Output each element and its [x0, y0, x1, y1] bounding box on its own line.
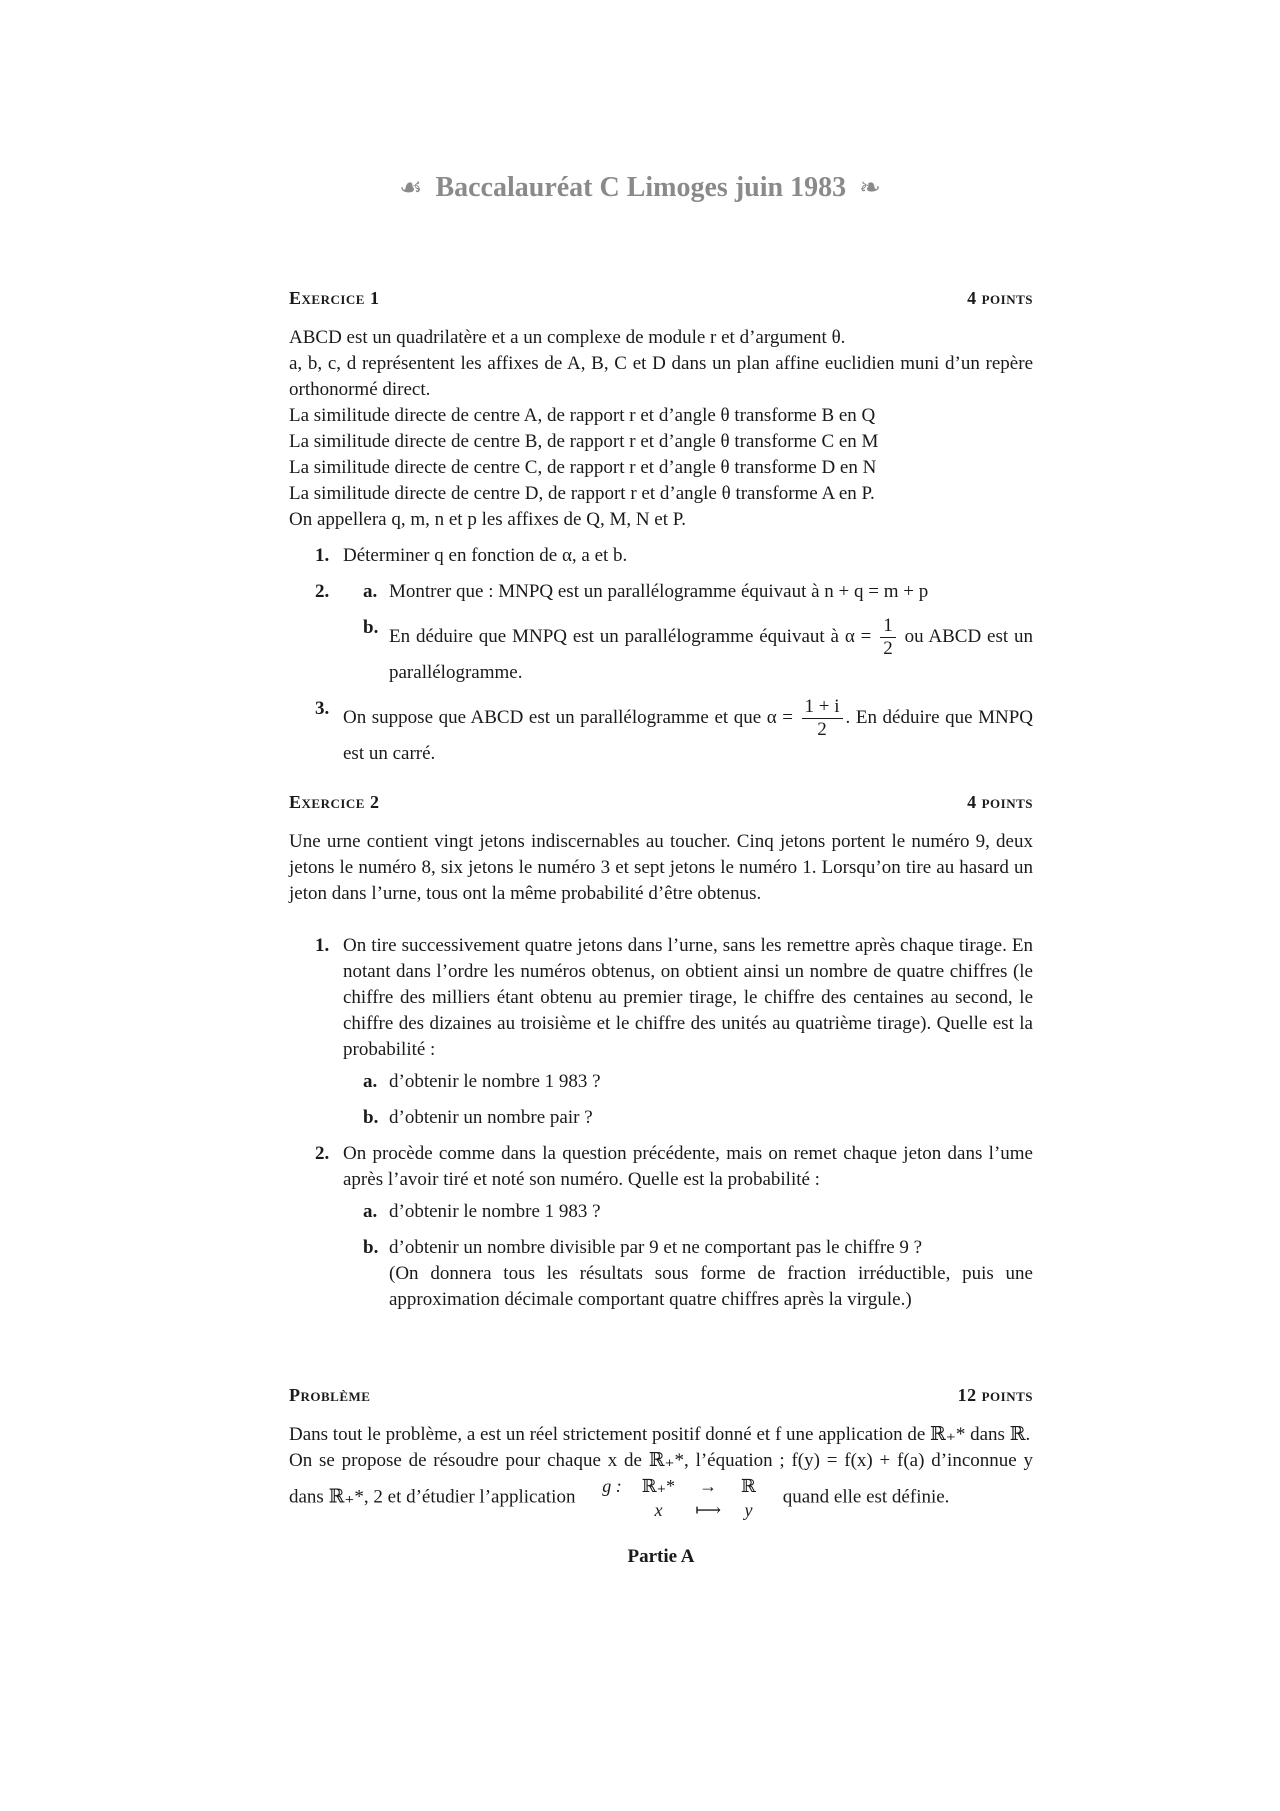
question-text-pre: On suppose que ABCD est un parallélogramme et que α = — [343, 706, 793, 728]
exercise-2-points: 4 points — [967, 792, 1033, 812]
question-text: On tire successivement quatre jetons dans l’urne, sans les remettre après chaque tirage. En notant dans l’ordre les numéros obtenus, on obtient ainsi un nombre de quatre chiffres (le chiffre des milliers étant obtenu au premier tirage, le chiffre des centaines au second, le chiffre des dizaines au troisième et le chiffre des unités au quatrième tirage). Quelle est la probabilité : — [343, 935, 1033, 1060]
map-spacer — [592, 1498, 632, 1522]
question-1b — [343, 1105, 1033, 1131]
right-ornament-icon: ❧ — [859, 173, 881, 202]
part-text: d’obtenir le nombre 1 983 ? — [389, 1201, 601, 1222]
map-mapsto-icon: ⟼ — [695, 1500, 721, 1520]
fraction-denominator: 2 — [817, 719, 827, 740]
map-y: y — [744, 1500, 753, 1520]
question-text-post: . En déduire que MNPQ est un carré. — [343, 706, 1033, 764]
exercise-2-intro: Une urne contient vingt jetons indiscernables au toucher. Cinq jetons portent le numéro 9, deux jetons le numéro 8, six jetons le numéro 3 et sept jetons le numéro 1. Lorsqu’on tire au hasard un jeton dans l’urne, tous ont la même probabilité d’être obtenus. — [289, 831, 1033, 904]
question-1a — [343, 1069, 1033, 1095]
exercise-2-header — [289, 792, 1033, 813]
fraction-denominator: 2 — [883, 638, 893, 659]
part-letter: a. — [363, 1071, 378, 1092]
problem — [289, 1385, 1033, 1568]
exercise-2-heading: Exercice 2 — [289, 792, 380, 812]
problem-paragraph-2 — [289, 1448, 1033, 1522]
part-letter: b. — [363, 1107, 379, 1128]
question-2a — [343, 579, 1033, 605]
question-1-parts — [289, 1069, 1033, 1131]
intro-line: La similitude directe de centre C, de rapport r et d’angle θ transforme D en N — [289, 457, 877, 478]
part-note: (On donnera tous les résultats sous forme de fraction irréductible, puis une approximation décimale comportant quatre chiffres après la virgule.) — [389, 1263, 1033, 1310]
question-number: 3. — [315, 698, 330, 719]
part-text: d’obtenir le nombre 1 983 ? — [389, 1071, 601, 1092]
exercise-1-intro — [289, 325, 1033, 533]
question-2 — [289, 1141, 1033, 1313]
fraction-one-half — [880, 615, 896, 660]
part-text: d’obtenir un nombre pair ? — [389, 1107, 593, 1128]
part-letter: b. — [363, 617, 379, 638]
question-number: 2. — [315, 1143, 330, 1164]
question-text: On procède comme dans la question précédente, mais on remet chaque jeton dans l’ume après l’avoir tiré et noté son numéro. Quelle est la probabilité : — [343, 1143, 1033, 1190]
problem-header — [289, 1385, 1033, 1406]
fraction-numerator: 1 — [880, 615, 896, 638]
question-3 — [289, 696, 1033, 767]
part-text: Montrer que : MNPQ est un parallélogramme équivaut à n + q = m + p — [389, 581, 929, 602]
mapping-g — [592, 1474, 766, 1522]
left-ornament-icon: ☙ — [399, 173, 423, 202]
exercise-1 — [289, 288, 1033, 777]
intro-line: On appellera q, m, n et p les affixes de Q, M, N et P. — [289, 509, 686, 530]
intro-line: ABCD est un quadrilatère et a un complexe de module r et d’argument θ. — [289, 327, 846, 348]
map-arrow-icon: → — [699, 1476, 718, 1496]
question-number: 1. — [315, 935, 330, 956]
map-domain: ℝ₊* — [641, 1476, 676, 1496]
problem-points: 12 points — [957, 1385, 1033, 1405]
exercise-1-questions — [289, 543, 1033, 767]
map-g-label: g : — [602, 1476, 622, 1496]
exercise-2 — [289, 792, 1033, 1323]
question-2b — [343, 1235, 1033, 1313]
exercise-2-questions — [289, 933, 1033, 1313]
intro-line: La similitude directe de centre B, de rapport r et d’angle θ transforme C en M — [289, 431, 879, 452]
map-x: x — [654, 1500, 663, 1520]
part-text: d’obtenir un nombre divisible par 9 et ne comportant pas le chiffre 9 ? — [389, 1237, 923, 1258]
fraction-numerator: 1 + i — [802, 696, 843, 719]
question-text: Déterminer q en fonction de α, a et b. — [343, 545, 628, 566]
exercise-1-header — [289, 288, 1033, 309]
exercise-1-heading: Exercice 1 — [289, 288, 380, 308]
partie-a-heading: Partie A — [627, 1546, 695, 1567]
problem-paragraph-1: Dans tout le problème, a est un réel strictement positif donné et f une application de ℝ₊* dans ℝ. — [289, 1424, 1031, 1445]
question-2b — [343, 615, 1033, 686]
problem-text-post: quand elle est définie. — [782, 1486, 950, 1508]
question-2 — [289, 579, 1033, 686]
title-text: Baccalauréat C Limoges juin 1983 — [435, 172, 847, 203]
map-codomain: ℝ — [741, 1476, 756, 1496]
exercise-1-points: 4 points — [967, 288, 1033, 308]
part-letter: b. — [363, 1237, 379, 1258]
question-1 — [289, 933, 1033, 1131]
question-2-parts — [289, 1199, 1033, 1313]
problem-heading: Problème — [289, 1385, 371, 1405]
part-text-pre: En déduire que MNPQ est un parallélogramme équivaut à α = — [389, 625, 872, 647]
part-text-post: ou ABCD est un parallélogramme. — [389, 625, 1033, 683]
part-letter: a. — [363, 581, 378, 602]
mapping-table — [592, 1474, 766, 1522]
problem-text: On se propose de résoudre pour chaque x de ℝ₊*, l’équation ; f(y) = f(x) + f(a) d’inconnue y dans ℝ₊*, 2 et d’étudier l’application — [289, 1450, 1033, 1508]
question-2-parts — [343, 579, 1033, 686]
part-letter: a. — [363, 1201, 378, 1222]
question-number: 1. — [315, 545, 330, 566]
intro-line: La similitude directe de centre D, de rapport r et d’angle θ transforme A en P. — [289, 483, 875, 504]
fraction-one-plus-i-half — [802, 696, 843, 741]
intro-line: La similitude directe de centre A, de rapport r et d’angle θ transforme B en Q — [289, 405, 876, 426]
question-1 — [289, 543, 1033, 569]
document-title — [0, 172, 1280, 204]
question-2a — [343, 1199, 1033, 1225]
intro-line: a, b, c, d représentent les affixes de A, B, C et D dans un plan affine euclidien muni d’un repère orthonormé direct. — [289, 353, 1033, 400]
question-number: 2. — [315, 581, 330, 602]
